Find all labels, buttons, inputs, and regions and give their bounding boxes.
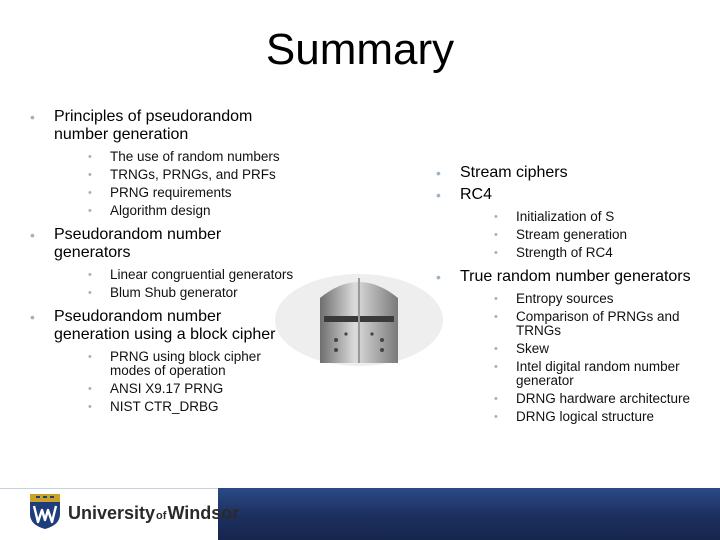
sub-bullet: • The use of random numbers xyxy=(54,150,295,164)
brand-windsor: Windsor xyxy=(167,503,240,523)
bullet-rc4 xyxy=(436,186,706,260)
sub-bullet: • Initialization of S xyxy=(460,210,706,224)
sub-bullet: • Entropy sources xyxy=(460,292,706,306)
sub-bullet: • DRNG hardware architecture xyxy=(460,392,706,406)
sub-bullet: • PRNG using block cipher modes of operation xyxy=(54,350,295,378)
sub-bullet: • PRNG requirements xyxy=(54,186,295,200)
footer-bar xyxy=(218,488,720,540)
university-shield-icon xyxy=(28,492,62,530)
bullet-label: Stream ciphers xyxy=(460,164,568,181)
bullet-stream-ciphers xyxy=(436,164,706,182)
sub-bullet: • Strength of RC4 xyxy=(460,246,706,260)
sub-bullet: • Comparison of PRNGs and TRNGs xyxy=(460,310,706,338)
sub-bullet: • NIST CTR_DRBG xyxy=(54,400,295,414)
sub-bullet: • Intel digital random number generator xyxy=(460,360,706,388)
bullet-block-cipher xyxy=(30,308,295,414)
bullet-label: Principles of pseudorandom number generation xyxy=(54,108,253,143)
bullet-label: True random number generators xyxy=(460,268,691,285)
left-column xyxy=(30,108,295,422)
brand-university: University xyxy=(68,503,156,523)
knight-helmet-icon xyxy=(274,268,444,368)
bullet-label: Pseudorandom number generators xyxy=(54,226,222,261)
sub-bullet: • TRNGs, PRNGs, and PRFs xyxy=(54,168,295,182)
bullet-label: RC4 xyxy=(460,186,493,203)
sub-bullet: • ANSI X9.17 PRNG xyxy=(54,382,295,396)
right-column xyxy=(436,164,706,432)
bullet-principles xyxy=(30,108,295,218)
sub-bullet: • Linear congruential generators xyxy=(54,268,295,282)
slide-title: Summary xyxy=(265,25,455,74)
sub-bullet: • DRNG logical structure xyxy=(460,410,706,424)
sub-bullet: • Blum Shub generator xyxy=(54,286,295,300)
bullet-generators xyxy=(30,226,295,300)
bullet-trng xyxy=(436,268,706,424)
sub-bullet: • Stream generation xyxy=(460,228,706,242)
bullet-label: Pseudorandom number generation using a block cipher xyxy=(54,308,276,343)
university-brand xyxy=(68,503,239,527)
sub-bullet: • Skew xyxy=(460,342,706,356)
sub-bullet: • Algorithm design xyxy=(54,204,295,218)
brand-of: of xyxy=(156,510,167,522)
